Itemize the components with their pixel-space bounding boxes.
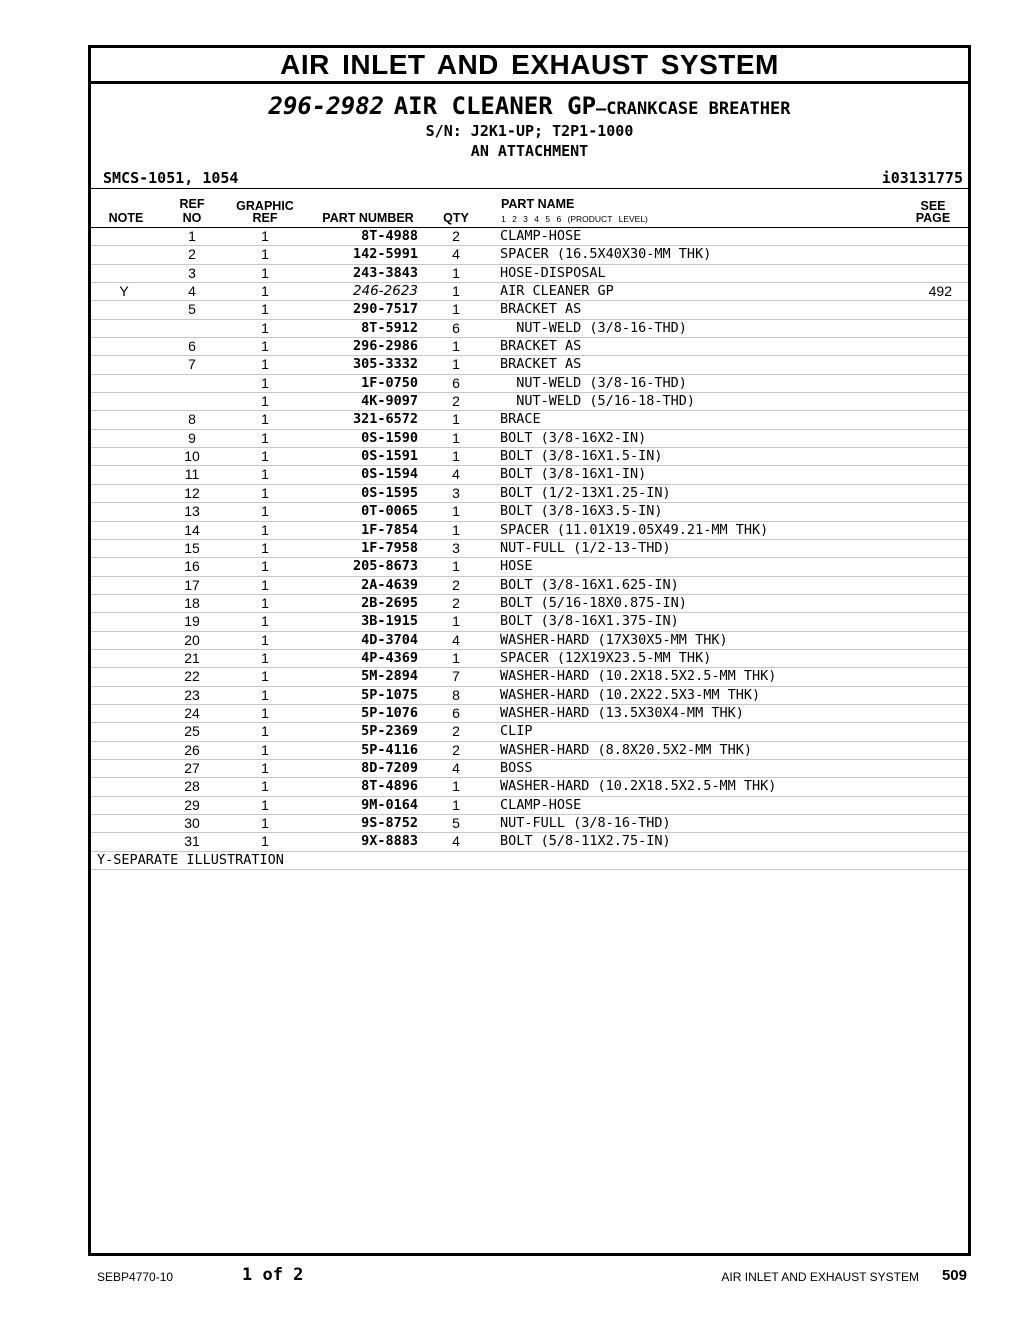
table-row bbox=[91, 411, 968, 429]
ref-no-cell: 10 bbox=[184, 448, 200, 465]
footnote: Y-SEPARATE ILLUSTRATION bbox=[91, 852, 968, 870]
qty-cell: 2 bbox=[452, 228, 460, 244]
part-number-cell: 290-7517 bbox=[352, 301, 418, 318]
ref-no-cell: 19 bbox=[184, 613, 200, 630]
ref-no-cell: 29 bbox=[184, 796, 200, 813]
graphic-ref-cell: 1 bbox=[261, 484, 269, 501]
ref-no-cell: 17 bbox=[184, 576, 200, 593]
table-row bbox=[91, 833, 968, 851]
ref-no-cell: 24 bbox=[184, 704, 200, 721]
graphic-ref-cell: 1 bbox=[261, 576, 269, 593]
table-row bbox=[91, 522, 968, 540]
qty-cell: 6 bbox=[452, 319, 460, 336]
table-row bbox=[91, 485, 968, 503]
section-title: AIR INLET AND EXHAUST SYSTEM bbox=[91, 48, 968, 84]
footer-page-number: 509 bbox=[941, 1267, 967, 1284]
qty-cell: 6 bbox=[452, 704, 460, 721]
graphic-ref-cell: 1 bbox=[261, 356, 269, 373]
header-part-name: PART NAME bbox=[501, 197, 575, 211]
part-number-cell: 8T-4988 bbox=[361, 228, 418, 244]
ref-no-cell: 16 bbox=[184, 558, 200, 575]
part-name-cell: NUT-FULL (3/8-16-THD) bbox=[500, 815, 671, 831]
graphic-ref-cell: 1 bbox=[261, 374, 269, 391]
qty-cell: 1 bbox=[452, 301, 460, 318]
graphic-ref-cell: 1 bbox=[261, 246, 269, 263]
graphic-ref-cell: 1 bbox=[261, 393, 269, 410]
graphic-ref-cell: 1 bbox=[261, 815, 269, 831]
part-name-cell: NUT-FULL (1/2-13-THD) bbox=[500, 539, 671, 556]
attachment-label: AN ATTACHMENT bbox=[470, 142, 589, 160]
part-name-cell: CLAMP-HOSE bbox=[500, 796, 582, 813]
qty-cell: 6 bbox=[452, 374, 460, 391]
part-name-cell: BOLT (3/8-16X3.5-IN) bbox=[500, 503, 663, 520]
graphic-ref-cell: 1 bbox=[261, 613, 269, 630]
graphic-ref-cell: 1 bbox=[261, 668, 269, 685]
qty-cell: 3 bbox=[452, 539, 460, 556]
part-name-cell: BOLT (3/8-16X1.5-IN) bbox=[500, 448, 663, 465]
part-number-cell: 142-5991 bbox=[352, 246, 418, 263]
graphic-ref-cell: 1 bbox=[261, 778, 269, 795]
part-number-cell: 9X-8883 bbox=[361, 833, 418, 850]
footer-page-of: 1 of 2 bbox=[242, 1265, 304, 1285]
part-name-cell: BOLT (3/8-16X1-IN) bbox=[500, 466, 647, 483]
qty-cell: 2 bbox=[452, 741, 460, 758]
graphic-ref-cell: 1 bbox=[261, 264, 269, 281]
table-row bbox=[91, 760, 968, 778]
qty-cell: 1 bbox=[452, 356, 460, 373]
ref-no-cell: 13 bbox=[184, 503, 200, 520]
part-number-cell: 1F-0750 bbox=[361, 374, 418, 391]
ref-no-cell: 31 bbox=[184, 833, 200, 850]
graphic-ref-cell: 1 bbox=[261, 283, 269, 300]
group-part-number: 296-2982 bbox=[268, 92, 385, 120]
part-name-cell: WASHER-HARD (17X30X5-MM THK) bbox=[500, 631, 728, 648]
table-row bbox=[91, 430, 968, 448]
qty-cell: 1 bbox=[452, 796, 460, 813]
qty-cell: 2 bbox=[452, 393, 460, 410]
part-number-cell: 321-6572 bbox=[352, 411, 418, 428]
ref-no-cell: 9 bbox=[188, 429, 196, 446]
serial-range: S/N: J2K1-UP; T2P1-1000 bbox=[425, 122, 634, 140]
graphic-ref-cell: 1 bbox=[261, 448, 269, 465]
part-number-cell: 0S-1590 bbox=[361, 429, 418, 446]
table-row bbox=[91, 246, 968, 264]
qty-cell: 1 bbox=[452, 429, 460, 446]
ref-no-cell: 15 bbox=[184, 539, 200, 556]
qty-cell: 5 bbox=[452, 815, 460, 831]
qty-cell: 1 bbox=[452, 448, 460, 465]
smcs-code: SMCS-1051, 1054 bbox=[103, 169, 239, 187]
qty-cell: 4 bbox=[452, 631, 460, 648]
ref-no-cell: 14 bbox=[184, 521, 200, 538]
ref-no-cell: 21 bbox=[184, 649, 200, 666]
qty-cell: 7 bbox=[452, 668, 460, 685]
qty-cell: 2 bbox=[452, 576, 460, 593]
part-number-cell: 0S-1591 bbox=[361, 448, 418, 465]
header-see-top: SEE bbox=[920, 199, 946, 213]
table-row bbox=[91, 356, 968, 374]
table-row bbox=[91, 301, 968, 319]
table-row bbox=[91, 375, 968, 393]
footer-doc-id: SEBP4770-10 bbox=[97, 1270, 174, 1284]
header-graphic-bottom: REF bbox=[252, 211, 278, 225]
part-number-cell: 2B-2695 bbox=[361, 594, 418, 611]
graphic-ref-cell: 1 bbox=[261, 411, 269, 428]
part-name-cell: WASHER-HARD (10.2X18.5X2.5-MM THK) bbox=[500, 778, 777, 795]
ref-no-cell: 26 bbox=[184, 741, 200, 758]
part-number-cell: 8T-4896 bbox=[361, 778, 418, 795]
header-part-number: PART NUMBER bbox=[322, 211, 414, 225]
table-row bbox=[91, 466, 968, 484]
part-name-cell: BRACKET AS bbox=[500, 338, 582, 355]
ref-no-cell: 22 bbox=[184, 668, 200, 685]
qty-cell: 1 bbox=[452, 338, 460, 355]
qty-cell: 2 bbox=[452, 594, 460, 611]
table-row bbox=[91, 577, 968, 595]
qty-cell: 8 bbox=[452, 686, 460, 703]
qty-cell: 4 bbox=[452, 833, 460, 850]
part-number-cell: 4D-3704 bbox=[361, 631, 418, 648]
part-number-cell: 5M-2894 bbox=[361, 668, 418, 685]
table-row bbox=[91, 778, 968, 796]
part-number-cell: 243-3843 bbox=[352, 264, 418, 281]
part-name-cell: NUT-WELD (5/16-18-THD) bbox=[500, 393, 696, 410]
group-subtitle: —CRANKCASE BREATHER bbox=[596, 99, 791, 119]
header-see-bottom: PAGE bbox=[915, 211, 951, 225]
part-name-cell: WASHER-HARD (8.8X20.5X2-MM THK) bbox=[500, 741, 752, 758]
header-product-levels: 1 2 3 4 5 6 (PRODUCT LEVEL) bbox=[501, 214, 648, 224]
ref-no-cell: 11 bbox=[184, 466, 200, 483]
note-cell: Y bbox=[119, 283, 129, 300]
ref-no-cell: 28 bbox=[184, 778, 200, 795]
part-name-cell: BRACKET AS bbox=[500, 301, 582, 318]
part-number-cell: 0S-1594 bbox=[361, 466, 418, 483]
part-name-cell: HOSE-DISPOSAL bbox=[500, 264, 606, 281]
table-row bbox=[91, 797, 968, 815]
qty-cell: 4 bbox=[452, 246, 460, 263]
qty-cell: 1 bbox=[452, 264, 460, 281]
graphic-ref-cell: 1 bbox=[261, 338, 269, 355]
part-number-cell: 305-3332 bbox=[352, 356, 418, 373]
ref-no-cell: 27 bbox=[184, 759, 200, 776]
table-row bbox=[91, 320, 968, 338]
ref-no-cell: 7 bbox=[188, 356, 196, 373]
table-row bbox=[91, 393, 968, 411]
part-name-cell: WASHER-HARD (13.5X30X4-MM THK) bbox=[500, 704, 744, 721]
graphic-ref-cell: 1 bbox=[261, 594, 269, 611]
part-number-cell: 9S-8752 bbox=[361, 815, 418, 831]
part-number-cell: 296-2986 bbox=[352, 338, 418, 355]
qty-cell: 2 bbox=[452, 723, 460, 740]
graphic-ref-cell: 1 bbox=[261, 429, 269, 446]
graphic-ref-cell: 1 bbox=[261, 759, 269, 776]
qty-cell: 1 bbox=[452, 558, 460, 575]
part-number-cell: 5P-1075 bbox=[361, 686, 418, 703]
parts-list-frame bbox=[88, 45, 971, 1256]
qty-cell: 4 bbox=[452, 759, 460, 776]
part-name-cell: BOLT (5/8-11X2.75-IN) bbox=[500, 833, 671, 850]
graphic-ref-cell: 1 bbox=[261, 539, 269, 556]
qty-cell: 1 bbox=[452, 613, 460, 630]
header-graphic-top: GRAPHIC bbox=[236, 199, 294, 213]
graphic-ref-cell: 1 bbox=[261, 704, 269, 721]
part-name-cell: WASHER-HARD (10.2X18.5X2.5-MM THK) bbox=[500, 668, 777, 685]
part-name-cell: BOSS bbox=[500, 759, 533, 776]
part-number-cell: 8T-5912 bbox=[361, 319, 418, 336]
ref-no-cell: 30 bbox=[184, 815, 200, 831]
part-number-cell: 5P-2369 bbox=[361, 723, 418, 740]
table-row bbox=[91, 687, 968, 705]
qty-cell: 1 bbox=[452, 411, 460, 428]
qty-cell: 1 bbox=[452, 521, 460, 538]
part-name-cell: BOLT (5/16-18X0.875-IN) bbox=[500, 594, 687, 611]
table-row bbox=[91, 503, 968, 521]
part-number-cell: 1F-7958 bbox=[361, 539, 418, 556]
qty-cell: 1 bbox=[452, 649, 460, 666]
graphic-ref-cell: 1 bbox=[261, 741, 269, 758]
part-name-cell: BRACE bbox=[500, 411, 541, 428]
table-row bbox=[91, 265, 968, 283]
graphic-ref-cell: 1 bbox=[261, 466, 269, 483]
qty-cell: 3 bbox=[452, 484, 460, 501]
part-name-cell: BOLT (3/8-16X1.375-IN) bbox=[500, 613, 679, 630]
table-row bbox=[91, 613, 968, 631]
table-row bbox=[91, 650, 968, 668]
graphic-ref-cell: 1 bbox=[261, 723, 269, 740]
table-row bbox=[91, 558, 968, 576]
graphic-ref-cell: 1 bbox=[261, 521, 269, 538]
ref-no-cell: 1 bbox=[188, 228, 196, 244]
part-name-cell: AIR CLEANER GP bbox=[500, 283, 614, 300]
graphic-ref-cell: 1 bbox=[261, 631, 269, 648]
part-name-cell: CLIP bbox=[500, 723, 533, 740]
table-row bbox=[91, 540, 968, 558]
table-row bbox=[91, 228, 968, 246]
part-name-cell: BOLT (3/8-16X1.625-IN) bbox=[500, 576, 679, 593]
group-name: AIR CLEANER GP bbox=[393, 92, 597, 120]
part-number-cell: 0T-0065 bbox=[361, 503, 418, 520]
table-row bbox=[91, 448, 968, 466]
part-number-cell: 5P-4116 bbox=[361, 741, 418, 758]
graphic-ref-cell: 1 bbox=[261, 833, 269, 850]
header-ref-bottom: NO bbox=[182, 211, 202, 225]
table-row bbox=[91, 283, 968, 301]
part-number-cell: 3B-1915 bbox=[361, 613, 418, 630]
part-number-cell: 0S-1595 bbox=[361, 484, 418, 501]
part-number-cell: 9M-0164 bbox=[361, 796, 418, 813]
table-row bbox=[91, 632, 968, 650]
part-name-cell: SPACER (12X19X23.5-MM THK) bbox=[500, 649, 712, 666]
part-number-cell: 246-2623 bbox=[353, 283, 418, 300]
table-row bbox=[91, 668, 968, 686]
ref-no-cell: 20 bbox=[184, 631, 200, 648]
footer-section: AIR INLET AND EXHAUST SYSTEM bbox=[721, 1270, 919, 1284]
part-name-cell: SPACER (11.01X19.05X49.21-MM THK) bbox=[500, 521, 769, 538]
part-name-cell: SPACER (16.5X40X30-MM THK) bbox=[500, 246, 712, 263]
ref-no-cell: 6 bbox=[188, 338, 196, 355]
table-row bbox=[91, 723, 968, 741]
see-page-cell: 492 bbox=[928, 283, 952, 300]
header-rule-top bbox=[91, 188, 968, 189]
table-row bbox=[91, 338, 968, 356]
graphic-ref-cell: 1 bbox=[261, 796, 269, 813]
part-name-cell: NUT-WELD (3/8-16-THD) bbox=[500, 374, 687, 391]
part-name-cell: BOLT (1/2-13X1.25-IN) bbox=[500, 484, 671, 501]
graphic-ref-cell: 1 bbox=[261, 686, 269, 703]
part-name-cell: NUT-WELD (3/8-16-THD) bbox=[500, 319, 687, 336]
ref-no-cell: 25 bbox=[184, 723, 200, 740]
graphic-ref-cell: 1 bbox=[261, 301, 269, 318]
ref-no-cell: 8 bbox=[188, 411, 196, 428]
header-note: NOTE bbox=[108, 211, 144, 225]
graphic-ref-cell: 1 bbox=[261, 649, 269, 666]
part-number-cell: 5P-1076 bbox=[361, 704, 418, 721]
part-name-cell: CLAMP-HOSE bbox=[500, 228, 582, 244]
part-name-cell: WASHER-HARD (10.2X22.5X3-MM THK) bbox=[500, 686, 761, 703]
part-name-cell: BRACKET AS bbox=[500, 356, 582, 373]
graphic-ref-cell: 1 bbox=[261, 228, 269, 244]
ref-no-cell: 23 bbox=[184, 686, 200, 703]
graphic-ref-cell: 1 bbox=[261, 503, 269, 520]
part-number-cell: 205-8673 bbox=[352, 558, 418, 575]
graphic-ref-cell: 1 bbox=[261, 319, 269, 336]
header-qty: QTY bbox=[443, 211, 469, 225]
part-name-cell: BOLT (3/8-16X2-IN) bbox=[500, 429, 647, 446]
table-row bbox=[91, 595, 968, 613]
table-row bbox=[91, 705, 968, 723]
qty-cell: 4 bbox=[452, 466, 460, 483]
part-number-cell: 2A-4639 bbox=[361, 576, 418, 593]
part-number-cell: 4P-4369 bbox=[361, 649, 418, 666]
ref-no-cell: 4 bbox=[188, 283, 196, 300]
part-number-cell: 1F-7854 bbox=[361, 521, 418, 538]
ref-no-cell: 5 bbox=[188, 301, 196, 318]
parts-table-body bbox=[91, 228, 968, 870]
part-number-cell: 8D-7209 bbox=[361, 759, 418, 776]
table-row bbox=[91, 742, 968, 760]
header-ref-top: REF bbox=[179, 197, 205, 211]
qty-cell: 1 bbox=[452, 503, 460, 520]
graphic-ref-cell: 1 bbox=[261, 558, 269, 575]
qty-cell: 1 bbox=[452, 283, 460, 300]
ref-no-cell: 18 bbox=[184, 594, 200, 611]
ref-no-cell: 3 bbox=[188, 264, 196, 281]
group-title bbox=[91, 92, 968, 120]
part-name-cell: HOSE bbox=[500, 558, 533, 575]
illustration-id: i03131775 bbox=[881, 169, 963, 187]
qty-cell: 1 bbox=[452, 778, 460, 795]
table-row bbox=[91, 815, 968, 833]
ref-no-cell: 2 bbox=[188, 246, 196, 263]
part-number-cell: 4K-9097 bbox=[361, 393, 418, 410]
ref-no-cell: 12 bbox=[184, 484, 200, 501]
